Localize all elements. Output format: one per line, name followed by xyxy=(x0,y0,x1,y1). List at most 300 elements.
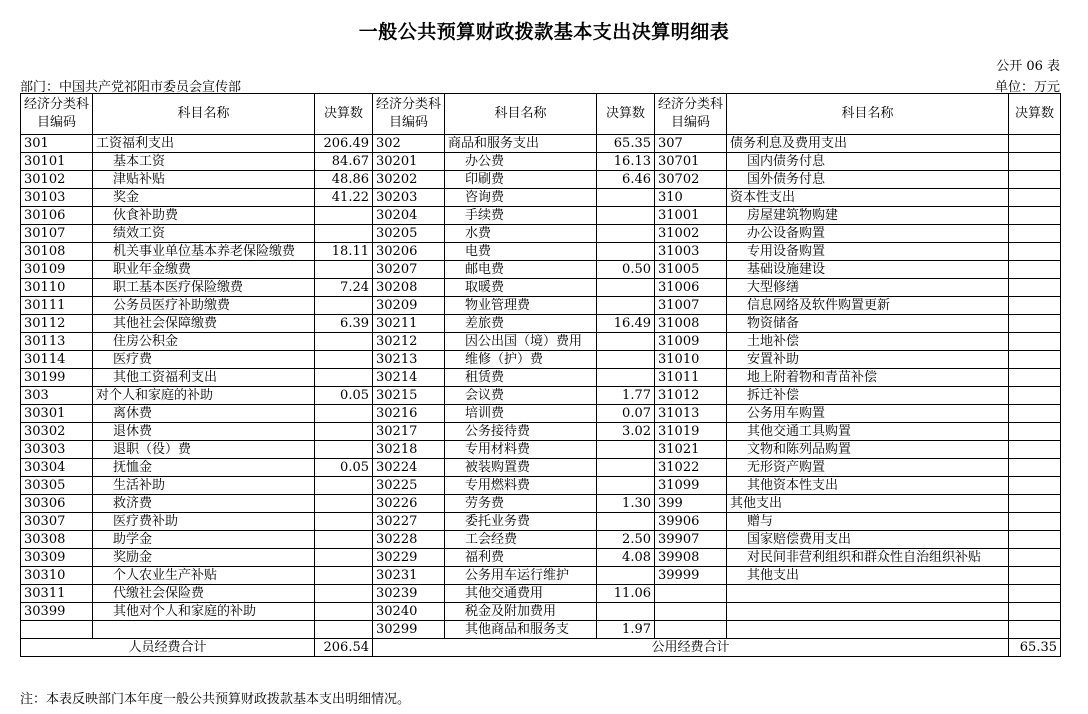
name-cell-3: 其他支出 xyxy=(727,495,1009,513)
code-cell-1: 30106 xyxy=(21,207,93,225)
header-code-2: 经济分类科目编码 xyxy=(373,94,445,135)
amount-cell-2: 3.02 xyxy=(597,423,655,441)
amount-cell-1 xyxy=(315,441,373,459)
name-cell-1: 基本工资 xyxy=(93,153,315,171)
code-cell-2: 30228 xyxy=(373,531,445,549)
code-cell-1: 30114 xyxy=(21,351,93,369)
amount-cell-3 xyxy=(1009,297,1061,315)
name-cell-1: 离休费 xyxy=(93,405,315,423)
amount-cell-1 xyxy=(315,495,373,513)
amount-cell-2: 0.50 xyxy=(597,261,655,279)
amount-cell-1 xyxy=(315,585,373,603)
name-cell-1: 伙食补助费 xyxy=(93,207,315,225)
amount-cell-1: 7.24 xyxy=(315,279,373,297)
code-cell-1: 30111 xyxy=(21,297,93,315)
name-cell-2: 委托业务费 xyxy=(445,513,597,531)
name-cell-1: 奖励金 xyxy=(93,549,315,567)
code-cell-2: 30203 xyxy=(373,189,445,207)
code-cell-2: 30212 xyxy=(373,333,445,351)
code-cell-2: 30208 xyxy=(373,279,445,297)
header-amount-1: 决算数 xyxy=(315,94,373,135)
amount-cell-2 xyxy=(597,513,655,531)
table-row xyxy=(21,171,1061,189)
name-cell-1: 机关事业单位基本养老保险缴费 xyxy=(93,243,315,261)
amount-cell-2 xyxy=(597,603,655,621)
name-cell-1: 绩效工资 xyxy=(93,225,315,243)
code-cell-3: 39908 xyxy=(655,549,727,567)
amount-cell-1 xyxy=(315,423,373,441)
name-cell-1: 公务员医疗补助缴费 xyxy=(93,297,315,315)
code-cell-1: 30307 xyxy=(21,513,93,531)
header-name-2: 科目名称 xyxy=(445,94,597,135)
header-code-1: 经济分类科目编码 xyxy=(21,94,93,135)
department-label: 部门：中国共产党祁阳市委员会宣传部 xyxy=(20,80,242,95)
amount-cell-1 xyxy=(315,531,373,549)
header-amount-3: 决算数 xyxy=(1009,94,1061,135)
code-cell-2: 30299 xyxy=(373,621,445,639)
name-cell-1: 奖金 xyxy=(93,189,315,207)
amount-cell-3 xyxy=(1009,189,1061,207)
name-cell-1: 退休费 xyxy=(93,423,315,441)
code-cell-1: 30101 xyxy=(21,153,93,171)
code-cell-2: 30229 xyxy=(373,549,445,567)
amount-cell-2: 1.97 xyxy=(597,621,655,639)
name-cell-2: 专用燃料费 xyxy=(445,477,597,495)
code-cell-2: 30216 xyxy=(373,405,445,423)
name-cell-1: 医疗费补助 xyxy=(93,513,315,531)
name-cell-2: 电费 xyxy=(445,243,597,261)
name-cell-1: 对个人和家庭的补助 xyxy=(93,387,315,405)
amount-cell-1 xyxy=(315,513,373,531)
code-cell-1: 30311 xyxy=(21,585,93,603)
table-row xyxy=(21,405,1061,423)
code-cell-2: 30231 xyxy=(373,567,445,585)
code-cell-2: 30204 xyxy=(373,207,445,225)
code-cell-3: 30701 xyxy=(655,153,727,171)
name-cell-3: 国家赔偿费用支出 xyxy=(727,531,1009,549)
code-cell-3: 399 xyxy=(655,495,727,513)
table-row xyxy=(21,567,1061,585)
amount-cell-1: 206.49 xyxy=(315,135,373,153)
amount-cell-2 xyxy=(597,441,655,459)
amount-cell-2 xyxy=(597,369,655,387)
code-cell-2: 30239 xyxy=(373,585,445,603)
code-cell-2: 30207 xyxy=(373,261,445,279)
code-cell-3: 310 xyxy=(655,189,727,207)
amount-cell-1 xyxy=(315,261,373,279)
public-total-label: 公用经费合计 xyxy=(373,639,1009,657)
table-row xyxy=(21,423,1061,441)
name-cell-1 xyxy=(93,621,315,639)
code-cell-1: 301 xyxy=(21,135,93,153)
amount-cell-3 xyxy=(1009,333,1061,351)
code-cell-3: 31013 xyxy=(655,405,727,423)
code-cell-1: 30309 xyxy=(21,549,93,567)
name-cell-2: 其他商品和服务支 xyxy=(445,621,597,639)
unit-label: 单位：万元 xyxy=(994,80,1060,95)
code-cell-3: 30702 xyxy=(655,171,727,189)
header-name-1: 科目名称 xyxy=(93,94,315,135)
code-cell-1: 30102 xyxy=(21,171,93,189)
code-cell-1: 30112 xyxy=(21,315,93,333)
table-row xyxy=(21,531,1061,549)
amount-cell-3 xyxy=(1009,567,1061,585)
code-cell-3: 31009 xyxy=(655,333,727,351)
table-row xyxy=(21,333,1061,351)
amount-cell-2 xyxy=(597,351,655,369)
name-cell-2: 物业管理费 xyxy=(445,297,597,315)
table-row xyxy=(21,513,1061,531)
amount-cell-3 xyxy=(1009,459,1061,477)
amount-cell-1: 84.67 xyxy=(315,153,373,171)
header-code-3: 经济分类科目编码 xyxy=(655,94,727,135)
code-cell-1: 30308 xyxy=(21,531,93,549)
public-total-value: 65.35 xyxy=(1009,639,1061,657)
code-cell-3: 31005 xyxy=(655,261,727,279)
amount-cell-1: 41.22 xyxy=(315,189,373,207)
code-cell-1: 30199 xyxy=(21,369,93,387)
code-cell-1: 30305 xyxy=(21,477,93,495)
code-cell-3: 31007 xyxy=(655,297,727,315)
name-cell-2: 福利费 xyxy=(445,549,597,567)
name-cell-2: 租赁费 xyxy=(445,369,597,387)
amount-cell-2 xyxy=(597,333,655,351)
code-cell-3: 31022 xyxy=(655,459,727,477)
amount-cell-3 xyxy=(1009,477,1061,495)
amount-cell-2: 16.49 xyxy=(597,315,655,333)
code-cell-1: 30110 xyxy=(21,279,93,297)
table-row xyxy=(21,225,1061,243)
amount-cell-2 xyxy=(597,207,655,225)
code-cell-1: 30109 xyxy=(21,261,93,279)
code-cell-2: 30206 xyxy=(373,243,445,261)
name-cell-3: 基础设施建设 xyxy=(727,261,1009,279)
amount-cell-3 xyxy=(1009,225,1061,243)
name-cell-3: 其他支出 xyxy=(727,567,1009,585)
code-cell-1 xyxy=(21,621,93,639)
amount-cell-1 xyxy=(315,225,373,243)
table-header-row xyxy=(21,94,1061,135)
amount-cell-1 xyxy=(315,567,373,585)
name-cell-1: 其他对个人和家庭的补助 xyxy=(93,603,315,621)
name-cell-1: 救济费 xyxy=(93,495,315,513)
amount-cell-3 xyxy=(1009,369,1061,387)
name-cell-3 xyxy=(727,621,1009,639)
totals-row xyxy=(21,639,1061,657)
name-cell-3: 国内债务付息 xyxy=(727,153,1009,171)
name-cell-2: 咨询费 xyxy=(445,189,597,207)
name-cell-1: 住房公积金 xyxy=(93,333,315,351)
code-cell-1: 30107 xyxy=(21,225,93,243)
table-row xyxy=(21,315,1061,333)
amount-cell-1 xyxy=(315,297,373,315)
amount-cell-1: 48.86 xyxy=(315,171,373,189)
code-cell-3 xyxy=(655,585,727,603)
table-row xyxy=(21,261,1061,279)
name-cell-2: 公务用车运行维护 xyxy=(445,567,597,585)
code-cell-2: 30201 xyxy=(373,153,445,171)
amount-cell-1: 0.05 xyxy=(315,387,373,405)
footnote: 注：本表反映部门本年度一般公共预算财政拨款基本支出明细情况。 xyxy=(20,692,411,707)
amount-cell-3 xyxy=(1009,279,1061,297)
amount-cell-3 xyxy=(1009,621,1061,639)
table-row xyxy=(21,243,1061,261)
name-cell-2: 取暖费 xyxy=(445,279,597,297)
amount-cell-1 xyxy=(315,603,373,621)
code-cell-1: 30301 xyxy=(21,405,93,423)
code-cell-3: 31019 xyxy=(655,423,727,441)
name-cell-2: 因公出国（境）费用 xyxy=(445,333,597,351)
name-cell-2: 被装购置费 xyxy=(445,459,597,477)
code-cell-2: 30217 xyxy=(373,423,445,441)
code-cell-3: 31003 xyxy=(655,243,727,261)
code-cell-2: 30205 xyxy=(373,225,445,243)
amount-cell-1 xyxy=(315,333,373,351)
code-cell-2: 30209 xyxy=(373,297,445,315)
code-cell-3: 307 xyxy=(655,135,727,153)
code-cell-1: 30108 xyxy=(21,243,93,261)
code-cell-1: 30103 xyxy=(21,189,93,207)
amount-cell-1: 0.05 xyxy=(315,459,373,477)
amount-cell-3 xyxy=(1009,405,1061,423)
table-row xyxy=(21,279,1061,297)
name-cell-3: 无形资产购置 xyxy=(727,459,1009,477)
name-cell-3: 其他资本性支出 xyxy=(727,477,1009,495)
code-cell-2: 30215 xyxy=(373,387,445,405)
amount-cell-3 xyxy=(1009,243,1061,261)
name-cell-2: 印刷费 xyxy=(445,171,597,189)
table-row xyxy=(21,297,1061,315)
amount-cell-3 xyxy=(1009,315,1061,333)
table-row xyxy=(21,585,1061,603)
code-cell-3: 31001 xyxy=(655,207,727,225)
name-cell-3: 对民间非营利组织和群众性自治组织补贴 xyxy=(727,549,1009,567)
code-cell-2: 30240 xyxy=(373,603,445,621)
code-cell-1: 30113 xyxy=(21,333,93,351)
name-cell-1: 职业年金缴费 xyxy=(93,261,315,279)
name-cell-2: 培训费 xyxy=(445,405,597,423)
code-cell-2: 30226 xyxy=(373,495,445,513)
name-cell-3: 土地补偿 xyxy=(727,333,1009,351)
table-row xyxy=(21,207,1061,225)
page-title: 一般公共预算财政拨款基本支出决算明细表 xyxy=(358,21,730,43)
code-cell-3: 31010 xyxy=(655,351,727,369)
amount-cell-3 xyxy=(1009,585,1061,603)
amount-cell-2 xyxy=(597,459,655,477)
amount-cell-2 xyxy=(597,297,655,315)
name-cell-1: 职工基本医疗保险缴费 xyxy=(93,279,315,297)
name-cell-2: 水费 xyxy=(445,225,597,243)
name-cell-2: 劳务费 xyxy=(445,495,597,513)
code-cell-1: 30399 xyxy=(21,603,93,621)
name-cell-1: 抚恤金 xyxy=(93,459,315,477)
amount-cell-2: 1.77 xyxy=(597,387,655,405)
amount-cell-3 xyxy=(1009,441,1061,459)
table-row xyxy=(21,369,1061,387)
table-row xyxy=(21,153,1061,171)
name-cell-1: 生活补助 xyxy=(93,477,315,495)
amount-cell-2: 4.08 xyxy=(597,549,655,567)
name-cell-3 xyxy=(727,585,1009,603)
name-cell-2: 会议费 xyxy=(445,387,597,405)
name-cell-3: 公务用车购置 xyxy=(727,405,1009,423)
amount-cell-3 xyxy=(1009,531,1061,549)
name-cell-2: 手续费 xyxy=(445,207,597,225)
name-cell-3: 大型修缮 xyxy=(727,279,1009,297)
name-cell-3: 办公设备购置 xyxy=(727,225,1009,243)
code-cell-1: 30302 xyxy=(21,423,93,441)
table-row xyxy=(21,459,1061,477)
table-row xyxy=(21,387,1061,405)
code-cell-2: 30202 xyxy=(373,171,445,189)
amount-cell-1 xyxy=(315,351,373,369)
name-cell-3: 国外债务付息 xyxy=(727,171,1009,189)
table-row xyxy=(21,495,1061,513)
name-cell-3: 其他交通工具购置 xyxy=(727,423,1009,441)
name-cell-3 xyxy=(727,603,1009,621)
name-cell-3: 物资储备 xyxy=(727,315,1009,333)
amount-cell-3 xyxy=(1009,387,1061,405)
code-cell-2: 302 xyxy=(373,135,445,153)
amount-cell-1: 18.11 xyxy=(315,243,373,261)
amount-cell-2: 2.50 xyxy=(597,531,655,549)
name-cell-2: 差旅费 xyxy=(445,315,597,333)
code-cell-2: 30225 xyxy=(373,477,445,495)
code-cell-3: 31006 xyxy=(655,279,727,297)
code-cell-3: 31021 xyxy=(655,441,727,459)
name-cell-1: 退职（役）费 xyxy=(93,441,315,459)
name-cell-1: 医疗费 xyxy=(93,351,315,369)
amount-cell-2: 0.07 xyxy=(597,405,655,423)
name-cell-1: 个人农业生产补贴 xyxy=(93,567,315,585)
code-cell-1: 303 xyxy=(21,387,93,405)
name-cell-2: 维修（护）费 xyxy=(445,351,597,369)
name-cell-3: 文物和陈列品购置 xyxy=(727,441,1009,459)
amount-cell-1 xyxy=(315,477,373,495)
code-cell-1: 30303 xyxy=(21,441,93,459)
name-cell-1: 工资福利支出 xyxy=(93,135,315,153)
amount-cell-3 xyxy=(1009,153,1061,171)
amount-cell-3 xyxy=(1009,513,1061,531)
table-row xyxy=(21,189,1061,207)
amount-cell-1 xyxy=(315,207,373,225)
name-cell-3: 信息网络及软件购置更新 xyxy=(727,297,1009,315)
name-cell-3: 专用设备购置 xyxy=(727,243,1009,261)
code-cell-3: 31002 xyxy=(655,225,727,243)
amount-cell-2: 11.06 xyxy=(597,585,655,603)
form-number: 公开 06 表 xyxy=(996,59,1060,74)
code-cell-2: 30224 xyxy=(373,459,445,477)
name-cell-3: 地上附着物和青苗补偿 xyxy=(727,369,1009,387)
amount-cell-3 xyxy=(1009,351,1061,369)
amount-cell-2: 6.46 xyxy=(597,171,655,189)
amount-cell-1 xyxy=(315,369,373,387)
table-row xyxy=(21,135,1061,153)
header-amount-2: 决算数 xyxy=(597,94,655,135)
table-row xyxy=(21,621,1061,639)
code-cell-2: 30218 xyxy=(373,441,445,459)
amount-cell-3 xyxy=(1009,261,1061,279)
amount-cell-3 xyxy=(1009,603,1061,621)
header-name-3: 科目名称 xyxy=(727,94,1009,135)
code-cell-1: 30306 xyxy=(21,495,93,513)
code-cell-3: 39906 xyxy=(655,513,727,531)
name-cell-1: 代缴社会保险费 xyxy=(93,585,315,603)
name-cell-2: 其他交通费用 xyxy=(445,585,597,603)
amount-cell-1 xyxy=(315,549,373,567)
amount-cell-1 xyxy=(315,621,373,639)
code-cell-3 xyxy=(655,603,727,621)
amount-cell-2 xyxy=(597,243,655,261)
name-cell-2: 公务接待费 xyxy=(445,423,597,441)
amount-cell-3 xyxy=(1009,549,1061,567)
amount-cell-2 xyxy=(597,477,655,495)
amount-cell-2 xyxy=(597,279,655,297)
name-cell-2: 专用材料费 xyxy=(445,441,597,459)
code-cell-2: 30227 xyxy=(373,513,445,531)
amount-cell-1: 6.39 xyxy=(315,315,373,333)
code-cell-2: 30214 xyxy=(373,369,445,387)
code-cell-1: 30310 xyxy=(21,567,93,585)
code-cell-2: 30211 xyxy=(373,315,445,333)
name-cell-3: 赠与 xyxy=(727,513,1009,531)
expenditure-table xyxy=(20,93,1061,657)
table-row xyxy=(21,477,1061,495)
name-cell-3: 房屋建筑物购建 xyxy=(727,207,1009,225)
amount-cell-3 xyxy=(1009,495,1061,513)
amount-cell-3 xyxy=(1009,423,1061,441)
name-cell-3: 拆迁补偿 xyxy=(727,387,1009,405)
table-row xyxy=(21,603,1061,621)
name-cell-2: 商品和服务支出 xyxy=(445,135,597,153)
code-cell-3: 31008 xyxy=(655,315,727,333)
personnel-total-label: 人员经费合计 xyxy=(21,639,315,657)
code-cell-3: 31012 xyxy=(655,387,727,405)
code-cell-1: 30304 xyxy=(21,459,93,477)
name-cell-3: 债务利息及费用支出 xyxy=(727,135,1009,153)
amount-cell-2: 1.30 xyxy=(597,495,655,513)
amount-cell-3 xyxy=(1009,171,1061,189)
code-cell-3 xyxy=(655,621,727,639)
name-cell-1: 其他社会保障缴费 xyxy=(93,315,315,333)
amount-cell-2 xyxy=(597,189,655,207)
name-cell-3: 资本性支出 xyxy=(727,189,1009,207)
amount-cell-2 xyxy=(597,225,655,243)
table-row xyxy=(21,441,1061,459)
code-cell-3: 39999 xyxy=(655,567,727,585)
amount-cell-1 xyxy=(315,405,373,423)
code-cell-3: 39907 xyxy=(655,531,727,549)
personnel-total-value: 206.54 xyxy=(315,639,373,657)
amount-cell-2 xyxy=(597,567,655,585)
name-cell-2: 工会经费 xyxy=(445,531,597,549)
amount-cell-3 xyxy=(1009,135,1061,153)
code-cell-2: 30213 xyxy=(373,351,445,369)
amount-cell-3 xyxy=(1009,207,1061,225)
table-row xyxy=(21,351,1061,369)
code-cell-3: 31011 xyxy=(655,369,727,387)
name-cell-2: 税金及附加费用 xyxy=(445,603,597,621)
code-cell-3: 31099 xyxy=(655,477,727,495)
name-cell-1: 助学金 xyxy=(93,531,315,549)
name-cell-1: 津贴补贴 xyxy=(93,171,315,189)
name-cell-1: 其他工资福利支出 xyxy=(93,369,315,387)
amount-cell-2: 65.35 xyxy=(597,135,655,153)
name-cell-2: 邮电费 xyxy=(445,261,597,279)
amount-cell-2: 16.13 xyxy=(597,153,655,171)
table-row xyxy=(21,549,1061,567)
name-cell-2: 办公费 xyxy=(445,153,597,171)
